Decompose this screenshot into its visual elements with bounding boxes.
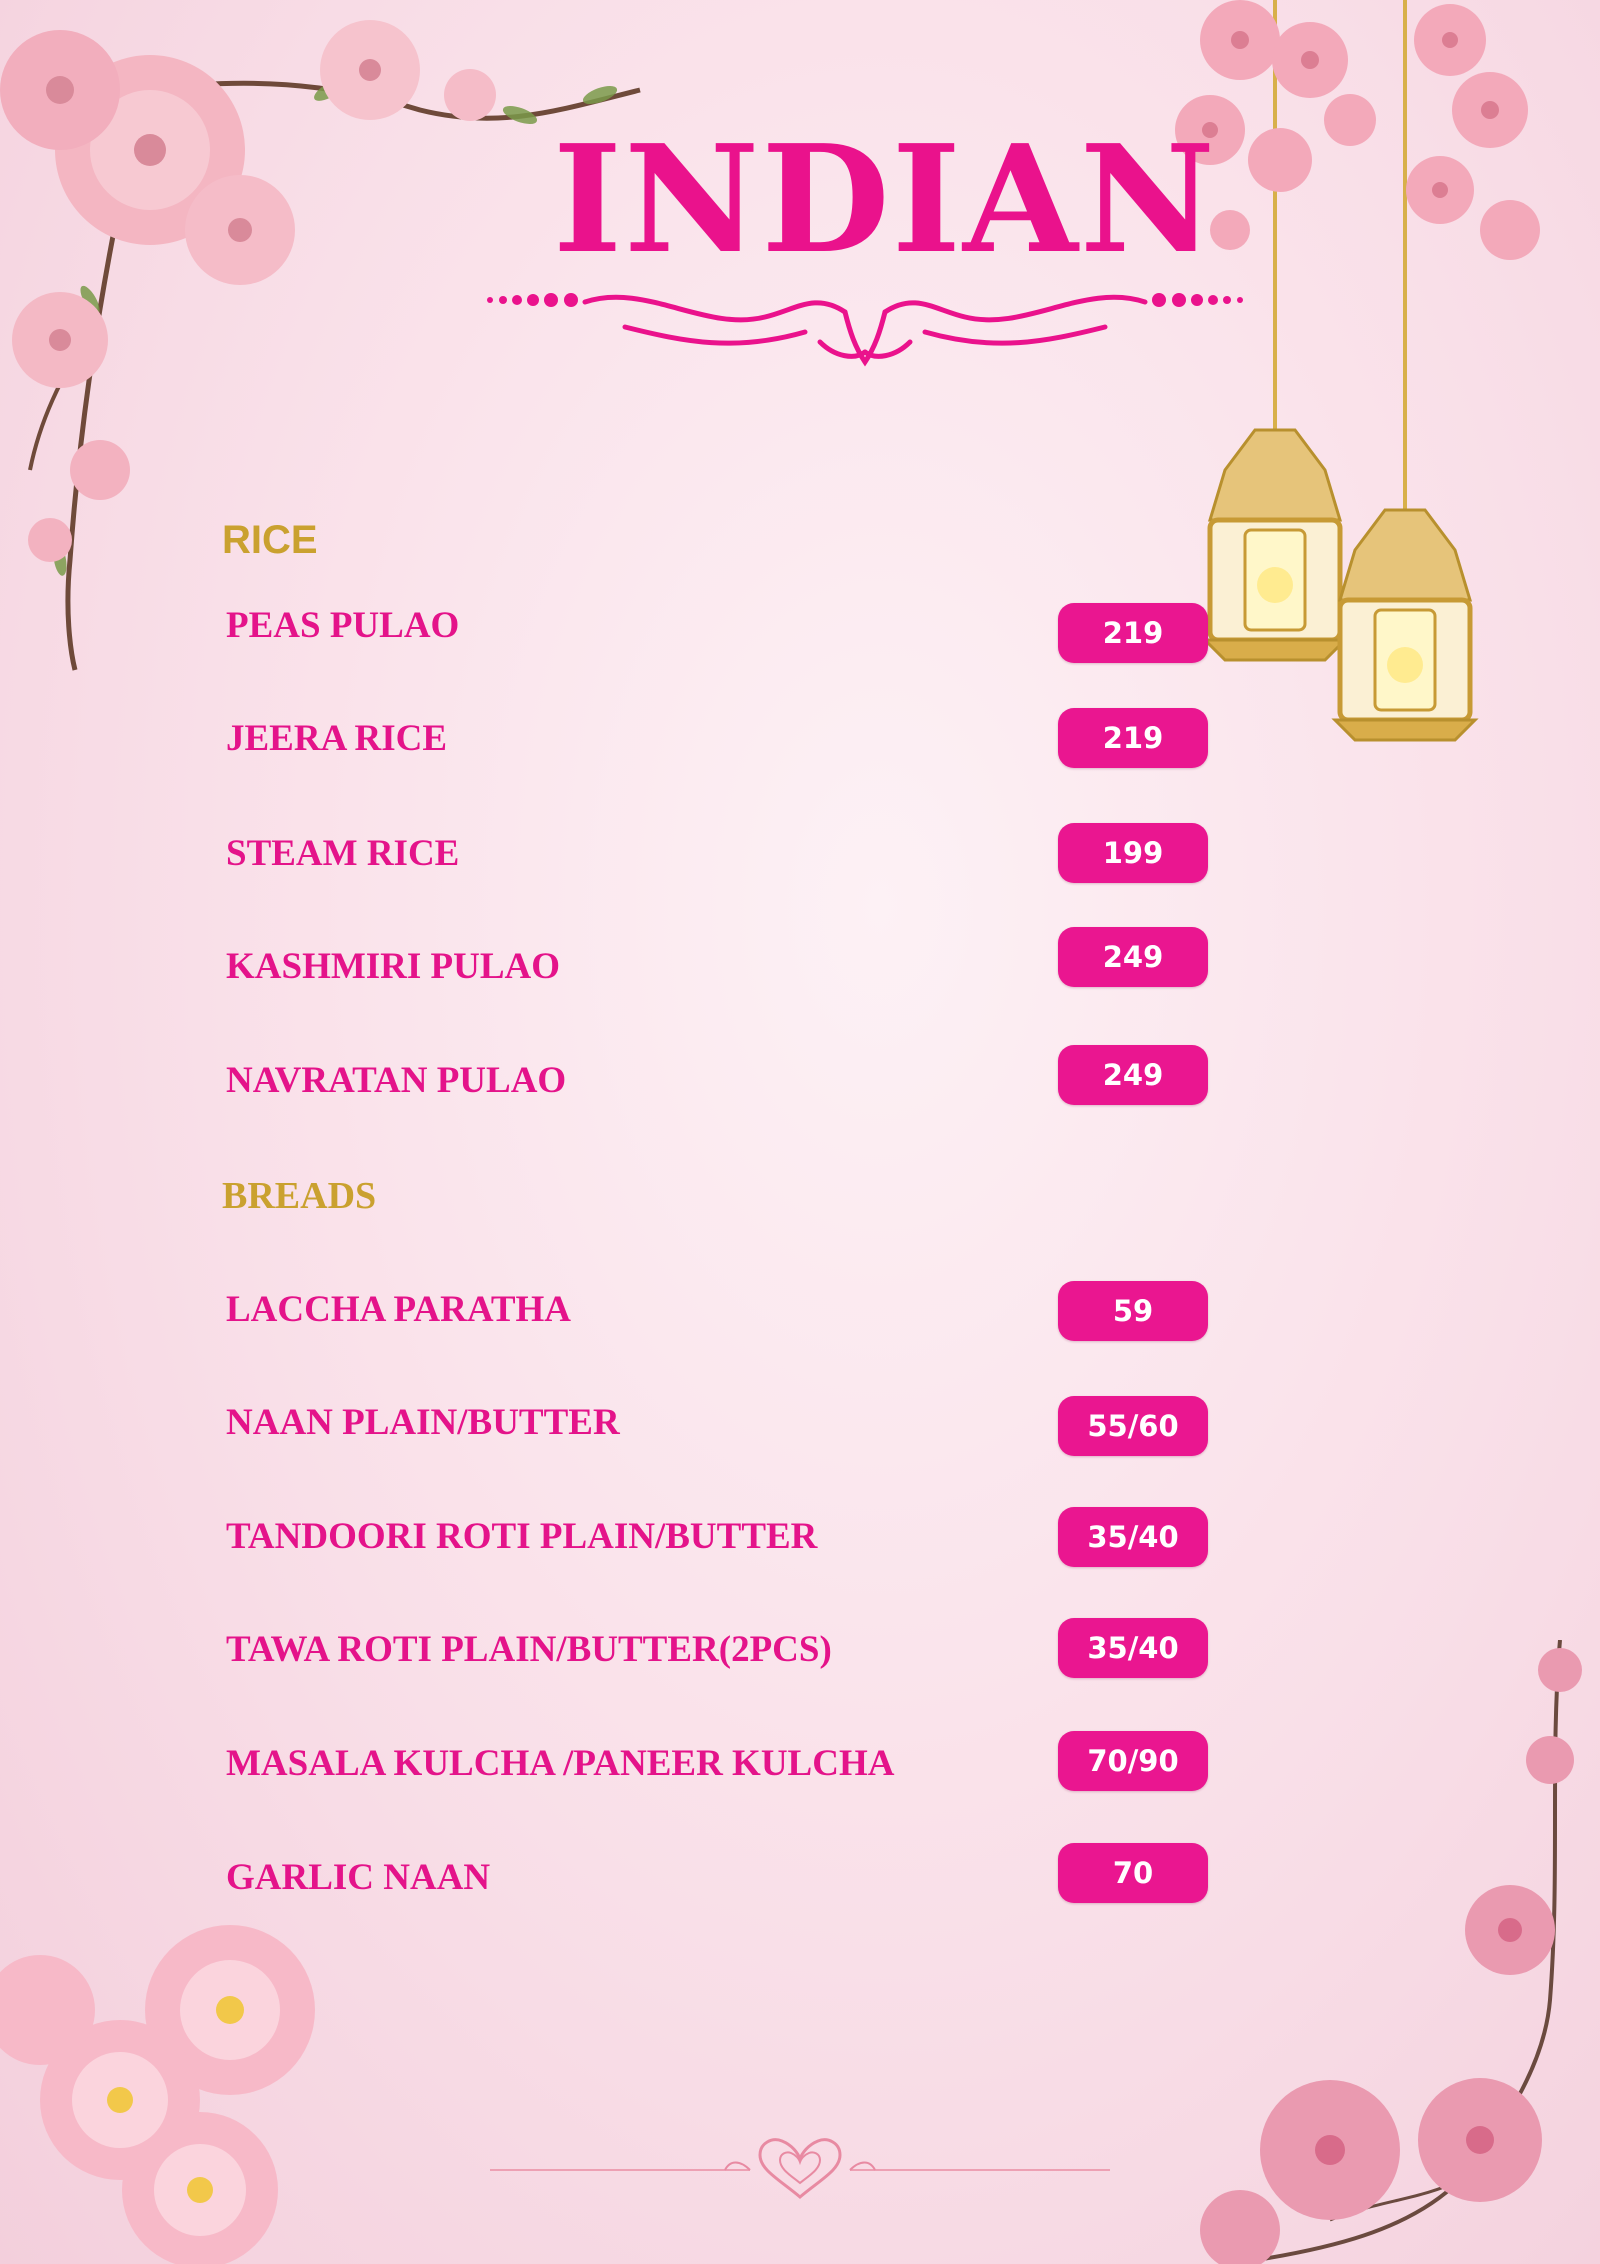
section-title-rice: RICE bbox=[222, 518, 318, 562]
menu-item-name: PEAS PULAO bbox=[226, 605, 460, 646]
price-badge: 219 bbox=[1058, 708, 1208, 768]
price-badge: 249 bbox=[1058, 1045, 1208, 1105]
page-title: INDIAN bbox=[552, 112, 1218, 286]
flourish-divider-icon bbox=[475, 272, 1255, 368]
menu-item-name: TAWA ROTI PLAIN/BUTTER(2PCS) bbox=[226, 1629, 832, 1670]
menu-item-name: STEAM RICE bbox=[226, 833, 460, 874]
price-badge: 70/90 bbox=[1058, 1731, 1208, 1791]
hanging-lantern-icon bbox=[1150, 0, 1600, 760]
menu-item-name: TANDOORI ROTI PLAIN/BUTTER bbox=[226, 1516, 818, 1557]
heart-ornament-icon bbox=[480, 2125, 1120, 2205]
price-badge: 55/60 bbox=[1058, 1396, 1208, 1456]
price-badge: 70 bbox=[1058, 1843, 1208, 1903]
price-badge: 249 bbox=[1058, 927, 1208, 987]
menu-item-name: LACCHA PARATHA bbox=[226, 1289, 571, 1330]
cherry-blossom-icon bbox=[0, 1900, 360, 2264]
menu-item-name: GARLIC NAAN bbox=[226, 1857, 491, 1898]
price-badge: 35/40 bbox=[1058, 1618, 1208, 1678]
section-title-breads: BREADS bbox=[222, 1175, 377, 1217]
menu-item-name: MASALA KULCHA /PANEER KULCHA bbox=[226, 1743, 895, 1784]
price-badge: 35/40 bbox=[1058, 1507, 1208, 1567]
menu-item-name: KASHMIRI PULAO bbox=[226, 946, 561, 987]
menu-item-name: NAVRATAN PULAO bbox=[226, 1060, 567, 1101]
price-badge: 59 bbox=[1058, 1281, 1208, 1341]
menu-item-name: JEERA RICE bbox=[226, 718, 448, 759]
menu-item-name: NAAN PLAIN/BUTTER bbox=[226, 1402, 620, 1443]
price-badge: 199 bbox=[1058, 823, 1208, 883]
price-badge: 219 bbox=[1058, 603, 1208, 663]
